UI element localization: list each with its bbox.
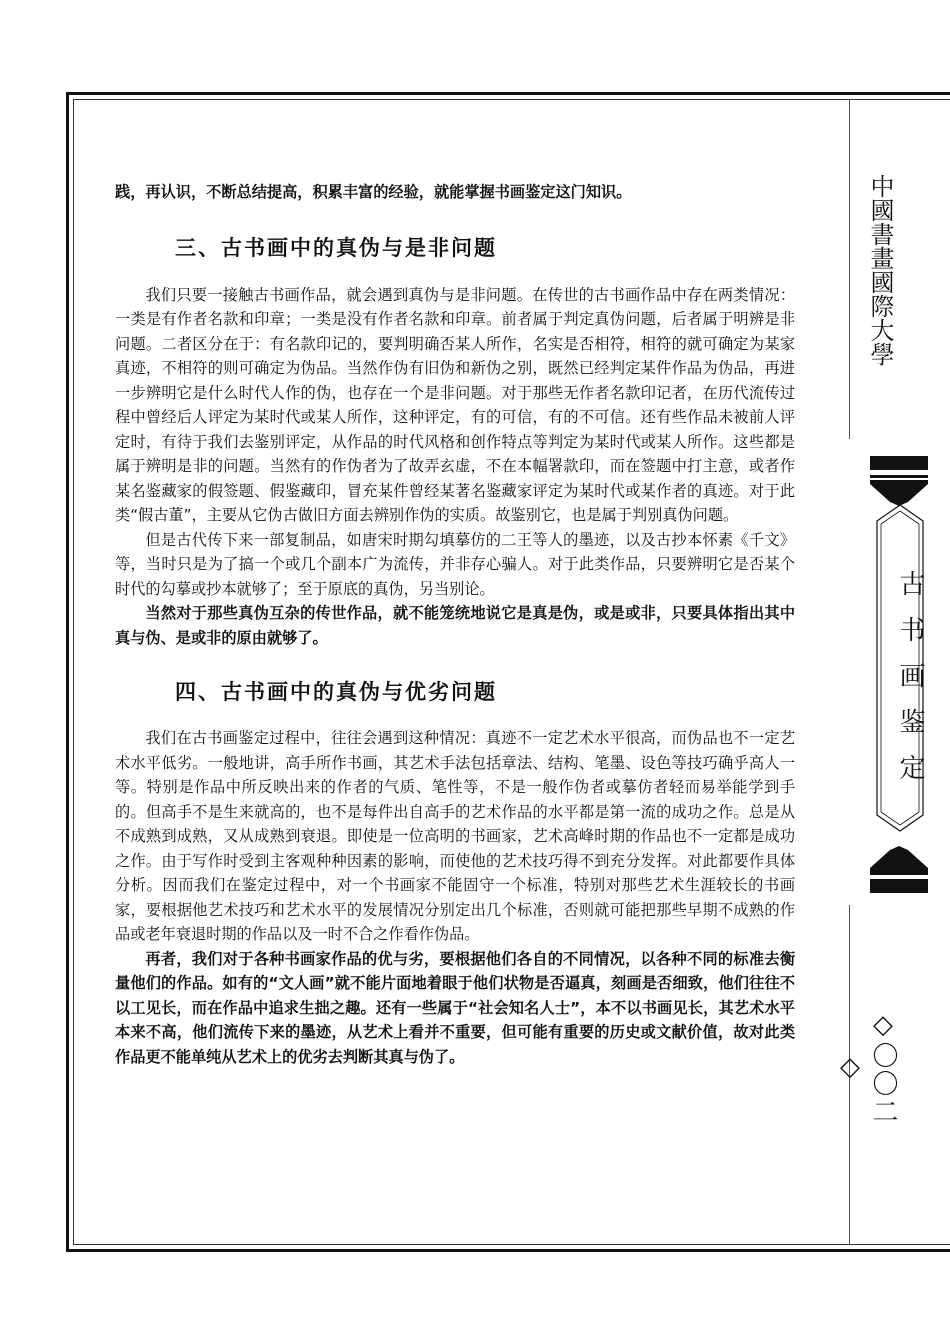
title-band-top bbox=[870, 456, 928, 470]
school-name: 中國書畫國際大學 bbox=[866, 174, 894, 366]
page-number: ◇〇〇二◇ bbox=[835, 1010, 898, 1126]
title-wedge-bottom bbox=[870, 846, 928, 872]
title-band-bottom-thin bbox=[870, 872, 928, 875]
title-band-bottom bbox=[870, 879, 928, 893]
paragraph: 我们只要一接触古书画作品，就会遇到真伪与是非问题。在传世的古书画作品中存在两类情况：一类是有作者名款和印章；一类是没有作者名款和印章。前者属于判定真伪问题，后者属于明辨是非问题。二者区分在于：有名款印记的，要判明确否某人所作，名实是否相符，相符的就可确定为某家真迹，不相符的则可确定为伪品。当然作伪有旧伪和新伪之别，既然已经判定某件作品为伪品，再进一步辨明它是什么时代人作的伪，也存在一个是非问题。对于那些无作者名款印记者，在历代流传过程中曾经后人评定为某时代或某人所作，这种评定，有的可信，有的不可信。还有些作品未被前人评定时，有待于我们去鉴别评定，从作品的时代风格和创作特点等判定为某时代或某人所作。这些都是属于辨明是非的问题。当然有的作伪者为了故弄玄虚，不在本幅署款印，而在签题中打主意，或者作某名鉴藏家的假签题、假鉴藏印，冒充某件曾经某著名鉴藏家评定为某时代或某作者的真迹。对于此类“假古董”，主要从它伪古做旧方面去辨别作伪的实质。故鉴别它，也是属于判别真伪问题。 bbox=[115, 285, 795, 524]
section-heading-3: 三、古书画中的真伪与是非问题 bbox=[175, 234, 497, 260]
title-band-top-thin bbox=[870, 475, 928, 478]
paragraph: 我们在古书画鉴定过程中，往往会遇到这种情况：真迹不一定艺术水平很高，而伪品也不一定艺术水平低劣。一般地讲，高手所作书画，其艺术手法包括章法、结构、笔墨、设色等技巧确乎高人一等。特别是作品中所反映出来的作者的气质、笔性等，不是一般作伪者或摹仿者轻而易举能学到手的。但高手不是生来就高的，也不是每件出自高手的艺术作品的水平都是第一流的成功之作。总是从不成熟到成熟，又从成熟到衰退。即使是一位高明的书画家，艺术高峰时期的作品也不一定都是成功之作。由于写作时受到主客观种种因素的影响，而使他的艺术技巧得不到充分发挥。对此都要作具体分析。因而我们在鉴定过程中，对一个书画家不能固守一个标准，特别对那些艺术生涯较长的书画家，要根据他艺术技巧和艺术水平的发展情况分别定出几个标准，否则就可能把那些早期不成熟的作品或老年衰退时期的作品以及一时不合之作看作伪品。 bbox=[115, 729, 795, 943]
main-text bbox=[115, 180, 795, 1069]
paragraph-continued: 践，再认识，不断总结提高，积累丰富的经验，就能掌握书画鉴定这门知识。 bbox=[115, 183, 632, 201]
section-heading-4: 四、古书画中的真伪与优劣问题 bbox=[175, 679, 497, 704]
sidebar-divider bbox=[849, 99, 850, 439]
paragraph: 再者，我们对于各种书画家作品的优与劣，要根据他们各自的不同情况，以各种不同的标准去衡量他们的作品。如有的“文人画”就不能片面地着眼于他们状物是否逼真，刻画是否细致，他们往往不以工见长，而在作品中追求生拙之趣。还有一些属于“社会知名人士”，本不以书画见长，其艺术水平本来不高，他们流传下来的墨迹，从艺术上看并不重要，但可能有重要的历史或文献价值，故对此类作品更不能单纯从艺术上的优劣去判断其真与伪了。 bbox=[115, 949, 795, 1066]
paragraph: 但是古代传下来一部复制品，如唐宋时期勾填摹仿的二王等人的墨迹，以及古抄本怀素《千文》等，当时只是为了搞一个或几个副本广为流传，并非存心骗人。对于此类作品，只要辨明它是否某个时代的勾摹或抄本就够了；至于原底的真伪，另当别论。 bbox=[115, 530, 795, 598]
paragraph: 当然对于那些真伪互杂的传世作品，就不能笼统地说它是真是伪，或是或非，只要具体指出其中真与伪、是或非的原由就够了。 bbox=[115, 604, 795, 647]
book-title: 古书画鉴定 bbox=[895, 570, 925, 800]
